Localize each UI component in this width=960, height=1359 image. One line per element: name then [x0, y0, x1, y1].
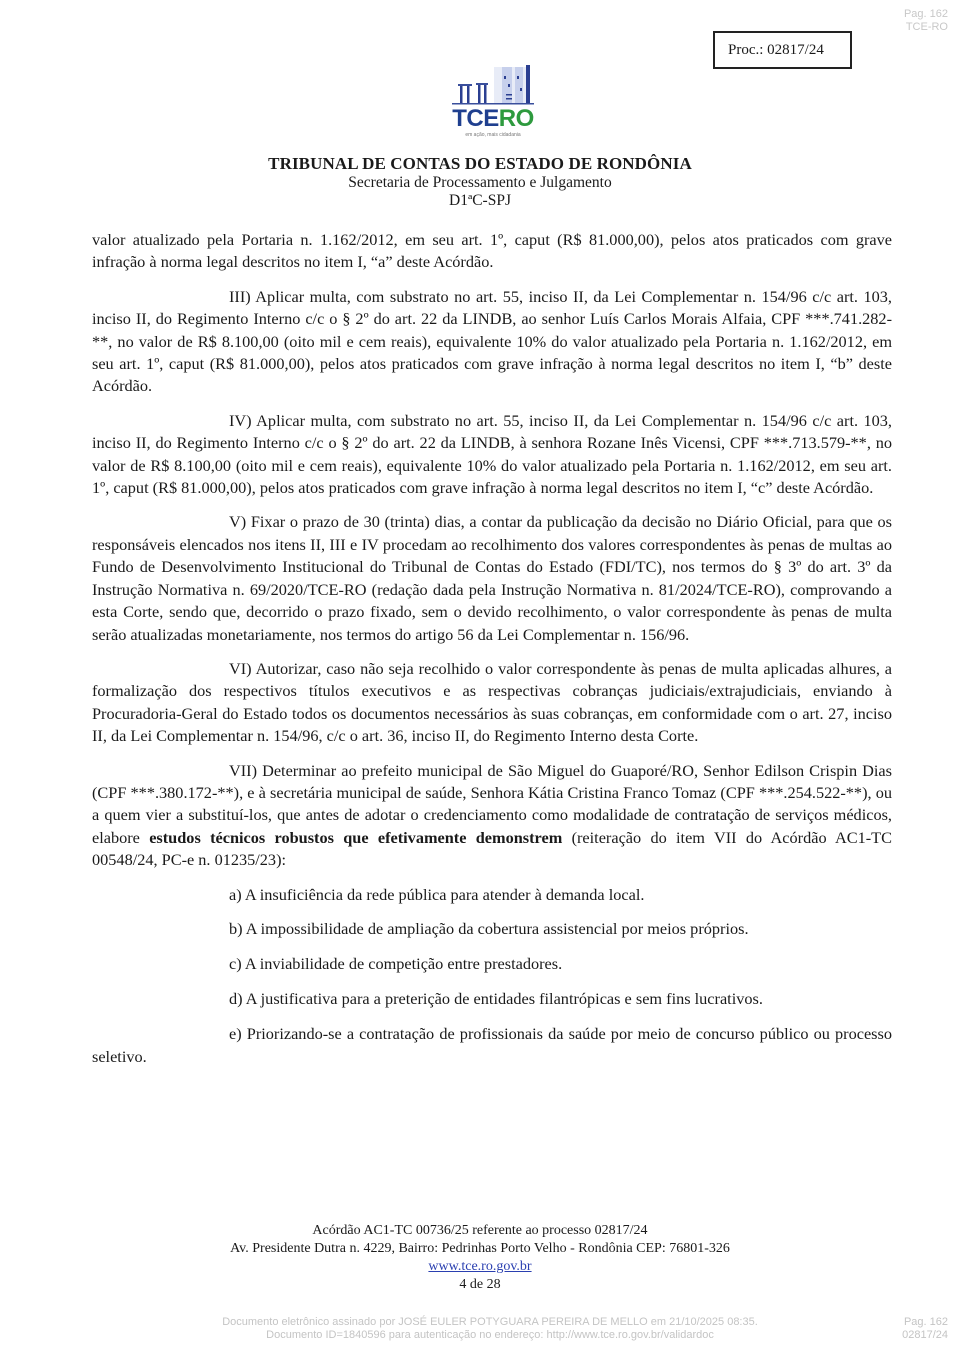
- process-number-label: Proc.: 02817/24: [728, 42, 824, 58]
- document-header: [0, 154, 960, 210]
- paragraph-item-iv: IV) Aplicar multa, com substrato no art. 55, inciso II, da Lei Complementar n. 154/96 c/c art. 103, inciso II, do Regimento Interno c/c o § 2º do art. 22 da LINDB, à senhora Rozane Inês Vicensi, CPF ***.713.579-**, no valor de R$ 8.100,00 (oito mil e cem reais), equivalente 10% do valor atualizado pela Portaria n. 1.162/2012, em seu art. 1º, caput (R$ 81.000,00), pelos atos praticados com grave infração à norma legal descritos no item I, “c” deste Acórdão.: [92, 410, 892, 498]
- unit-name: D1ªC-SPJ: [449, 192, 511, 209]
- department-name: Secretaria de Processamento e Julgamento: [348, 174, 612, 191]
- signature-proc: 02817/24: [902, 1329, 948, 1341]
- paragraph-item-vi: VI) Autorizar, caso não seja recolhido o valor correspondente às penas de multa aplicadas alhures, a formalização dos respectivos títulos executivos e as respectivas cobranças judiciais/extrajudiciais, enviando à Procuradoria-Geral do Estado todos os documentos necessários às suas cobranças, em conformidade com o art. 27, inciso II, da Lei Complementar n. 154/96, c/c o art. 36, inciso II, do Regimento Interno desta Corte.: [92, 658, 892, 746]
- paragraph-item-v: V) Fixar o prazo de 30 (trinta) dias, a contar da publicação da decisão no Diário Oficial, para que os responsáveis elencados nos itens II, III e IV procedam ao recolhimento dos valores correspondentes às penas de multas ao Fundo de Desenvolvimento Institucional do Tribunal de Contas do Estado (FDI/TC), nos termos do § 3º do art. 3º da Instrução Normativa n. 69/2020/TCE-RO (redação dada pela Instrução Normativa n. 81/2024/TCE-RO), comprovando a esta Corte, sendo que, decorrido o prazo fixado, sem o devido recolhimento, o valor correspondente às penas de multa serão atualizadas monetariamente, nos termos do artigo 56 da Lei Complementar n. 156/96.: [92, 512, 892, 644]
- signature-line-1: Documento eletrônico assinado por JOSÉ EULER POTYGUARA PEREIRA DE MELLO em 21/10/2025 08:35.: [222, 1316, 758, 1328]
- logo-ro: RO: [498, 105, 534, 132]
- paragraph-item-vii: [92, 760, 892, 872]
- signature-line-2: Documento ID=1840596 para autenticação no endereço: http://www.tce.ro.gov.br/validardoc: [266, 1329, 714, 1341]
- footer-page-number: 4 de 28: [459, 1277, 501, 1292]
- footer-address: Av. Presidente Dutra n. 4229, Bairro: Pedrinhas Porto Velho - Rondônia CEP: 76801-326: [230, 1241, 730, 1256]
- signature-text: [160, 1316, 820, 1342]
- footer-acordao-ref: Acórdão AC1-TC 00736/25 referente ao processo 02817/24: [312, 1223, 648, 1238]
- subitem-c: c) A inviabilidade de competição entre prestadores.: [229, 954, 563, 974]
- item-vii-bold-text: estudos técnicos robustos que efetivamente demonstrem: [149, 827, 563, 847]
- subitem-e: e) Priorizando-se a contratação de profissionais da saúde por meio de concurso público ou processo seletivo.: [92, 1024, 892, 1066]
- watermark-page-number: Pag. 162: [903, 8, 948, 20]
- page-watermark-top: [904, 8, 948, 34]
- org-title: TRIBUNAL DE CONTAS DO ESTADO DE RONDÔNIA: [268, 154, 692, 173]
- process-number-box: [713, 31, 852, 69]
- subitem-a: a) A insuficiência da rede pública para atender à demanda local.: [229, 884, 645, 904]
- signature-page-ref: [902, 1316, 948, 1342]
- item-vii-text-start: VII) Determinar ao prefeito municipal de São Miguel do Guaporé/RO, Senhor Edilson Crispin Dias (CPF ***.380.172-**), e à secretária municipal de saúde, Senhora Kátia Cristina Franco Tomaz (CPF ***.254.522-**), ou a quem vier a substituí-los, que antes de adotar o credenciamento como modalidade de contratação de serviços médicos, elabore: [92, 760, 892, 847]
- signature-page: Pag. 162: [903, 1316, 948, 1328]
- item-vii-text-end: (reiteração do item VII do Acórdão AC1-TC 00548/24, PC-e n. 01235/23):: [92, 827, 892, 870]
- document-body: [92, 229, 892, 1081]
- subitem-b: b) A impossibilidade de ampliação da cobertura assistencial por meios próprios.: [229, 919, 749, 939]
- tcero-logo: [448, 62, 538, 144]
- paragraph-continuation: valor atualizado pela Portaria n. 1.162/2012, em seu art. 1º, caput (R$ 81.000,00), pelos atos praticados com grave infração à norma legal descritos no item I, “a” deste Acórdão.: [92, 230, 892, 272]
- logo-slogan: em ação, mais cidadania: [465, 132, 521, 138]
- subitem-d: d) A justificativa para a preterição de entidades filantrópicas e sem fins lucrativos.: [229, 989, 763, 1009]
- watermark-org: TCE-RO: [905, 21, 948, 33]
- paragraph-item-iii: III) Aplicar multa, com substrato no art. 55, inciso II, da Lei Complementar n. 154/96 c/c art. 103, inciso II, do Regimento Interno c/c o § 2º do art. 22 da LINDB, ao senhor Luís Carlos Morais Alfaia, CPF ***.741.282-**, no valor de R$ 8.100,00 (oito mil e cem reais), equivalente 10% do valor atualizado pela Portaria n. 1.162/2012, em seu art. 1º, caput (R$ 81.000,00), pelos atos praticados com grave infração à norma legal descritos no item I, “b” deste Acórdão.: [92, 286, 892, 396]
- document-footer: [0, 1222, 960, 1294]
- footer-website-link[interactable]: www.tce.ro.gov.br: [428, 1259, 532, 1274]
- building-columns-icon: [452, 62, 534, 106]
- logo-tce: TCE: [452, 105, 499, 132]
- logo-wordmark: [448, 106, 538, 132]
